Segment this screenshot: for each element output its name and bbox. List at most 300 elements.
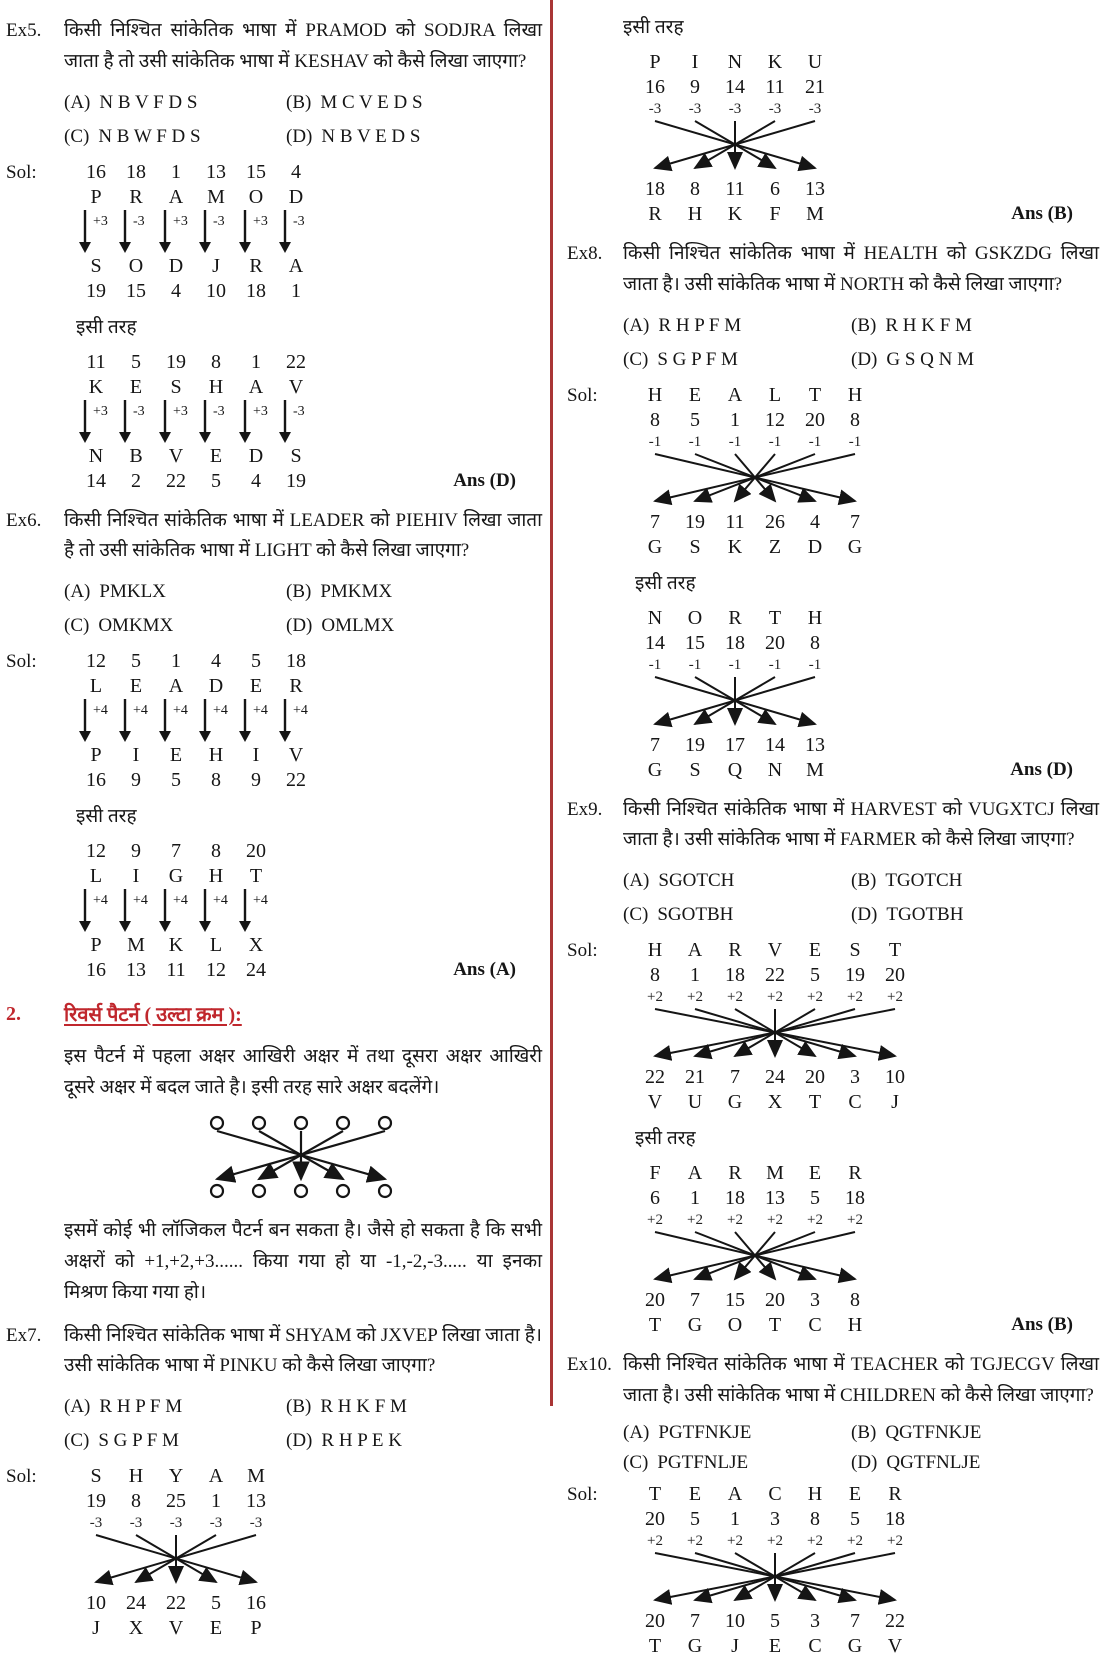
code-column [236, 839, 276, 983]
option-text: S G P F M [98, 1430, 179, 1452]
code-cell: 18 [725, 1187, 745, 1210]
down-arrow-icon [116, 400, 156, 444]
code-cell: T [808, 1091, 822, 1114]
shift-arrow [196, 889, 236, 933]
code-cell: S [689, 535, 701, 558]
code-cell: +2 [767, 989, 783, 1006]
code-letter: A [288, 254, 304, 277]
option-c [623, 904, 851, 926]
code-row [635, 202, 835, 227]
letter-number: 12 [86, 840, 106, 863]
letter-number: 5 [171, 769, 181, 792]
code-letter: R [249, 254, 263, 277]
code-letter: L [89, 675, 103, 698]
code-cell: N [767, 758, 783, 781]
letter-number: 24 [246, 959, 266, 982]
code-row [635, 1313, 875, 1338]
code-cell: X [767, 1091, 783, 1114]
code-cell: 25 [166, 1490, 186, 1513]
code-cell: 5 [850, 1507, 860, 1530]
code-cell: 22 [166, 1592, 186, 1615]
code-row [635, 1288, 875, 1313]
code-cell: 1 [690, 964, 700, 987]
option-label: (B) [851, 1421, 877, 1443]
question-label: Ex10. [567, 1354, 612, 1376]
letter-number: 15 [246, 160, 266, 183]
code-cell: C [768, 1482, 782, 1505]
code-row [635, 1186, 875, 1211]
code-cell: E [768, 1634, 782, 1657]
code-cell: R [888, 1482, 902, 1505]
down-arrow-icon [276, 210, 316, 254]
code-column [236, 160, 276, 304]
option-label: (C) [64, 1430, 90, 1452]
code-cell: G [687, 1314, 703, 1337]
down-arrow-icon [116, 699, 156, 743]
svg-text:-3: -3 [293, 403, 305, 419]
code-cell: N [727, 51, 743, 73]
diagram-answer-row [64, 837, 542, 983]
shift-arrow [156, 400, 196, 444]
reverse-pattern-icon [196, 1113, 406, 1201]
sol-body [64, 647, 542, 983]
code-cell: 22 [885, 1609, 905, 1632]
code-cell: 18 [725, 631, 745, 654]
code-cell: M [806, 203, 824, 225]
code-letter: A [248, 375, 264, 398]
svg-text:+4: +4 [133, 703, 148, 719]
code-column [236, 350, 276, 494]
code-cell: 7 [850, 510, 860, 533]
same-way-text: इसी तरह [76, 806, 137, 828]
code-cell: 7 [690, 1609, 700, 1632]
letter-number: 8 [211, 350, 221, 373]
code-cell: -1 [728, 433, 742, 450]
code-cell: -3 [169, 1515, 183, 1532]
code-cell: +2 [847, 1532, 863, 1549]
example-ex10 [567, 1350, 1099, 1659]
code-letter: A [168, 675, 184, 698]
code-cell: U [687, 1091, 703, 1114]
code-cell: N [647, 606, 663, 629]
option-label: (A) [623, 1421, 650, 1443]
reverse-pattern-diagram [196, 1113, 542, 1206]
code-cell: +2 [807, 989, 823, 1006]
code-cell: 13 [765, 1187, 785, 1210]
shift-arrow [236, 400, 276, 444]
code-cell: 8 [810, 1507, 820, 1530]
code-column [116, 350, 156, 494]
code-cell: Y [168, 1465, 184, 1488]
code-cell: A [687, 939, 703, 962]
code-cell: 8 [850, 1289, 860, 1312]
code-cell: -3 [648, 101, 662, 117]
letter-number: 5 [131, 650, 141, 673]
code-cell: T [768, 606, 782, 629]
code-row [635, 758, 835, 783]
code-column [276, 160, 316, 304]
code-cell: H [647, 383, 663, 406]
svg-text:+4: +4 [93, 703, 108, 719]
option-text: OMLMX [321, 615, 395, 637]
code-letter: S [170, 375, 182, 398]
code-cell: 8 [131, 1490, 141, 1513]
code-cell: E [808, 939, 822, 962]
code-letter: K [88, 375, 104, 398]
sol-label: Sol: [567, 384, 598, 406]
letter-number: 4 [171, 279, 181, 302]
code-cell: -1 [808, 433, 822, 450]
option-text: QGTFNLJE [886, 1451, 981, 1473]
code-row [635, 433, 875, 451]
code-letter: O [248, 185, 264, 208]
shift-arrow [116, 210, 156, 254]
code-column [156, 839, 196, 983]
option-label: (C) [64, 125, 90, 147]
code-row [635, 938, 915, 963]
down-arrow-icon [236, 699, 276, 743]
letter-number: 9 [251, 769, 261, 792]
section-paragraph-1: इस पैटर्न में पहला अक्षर आखिरी अक्षर में तथा दूसरा अक्षर आखिरी दूसरे अक्षर में बदल जाते है। इसी तरह सारे अक्षर बदलेंगे। [64, 1045, 542, 1098]
code-cell: +2 [767, 1532, 783, 1549]
code-column [116, 649, 156, 793]
code-cell: 1 [690, 1187, 700, 1210]
code-diagram-leader [76, 649, 542, 793]
code-cell: +2 [847, 1212, 863, 1229]
option-label: (C) [623, 904, 649, 926]
code-cell: S [90, 1465, 102, 1488]
shift-arrow [116, 889, 156, 933]
code-cell: T [648, 1314, 662, 1337]
option-c [623, 1452, 851, 1474]
code-letter: R [289, 675, 303, 698]
letter-number: 4 [211, 650, 221, 673]
svg-text:+4: +4 [293, 703, 308, 719]
option-a [64, 581, 286, 603]
code-cell: 15 [685, 631, 705, 654]
svg-text:+3: +3 [253, 403, 268, 419]
option-label: (D) [286, 1430, 313, 1452]
code-cell: +2 [727, 1212, 743, 1229]
question-text: किसी निश्चित सांकेतिक भाषा में LEADER को PIEHIV लिखा जाता है तो उसी सांकेतिक भाषा में LIGHT को कैसे लिखा जाएगा? [64, 509, 542, 562]
section-title: रिवर्स पैटर्न ( उल्टा क्रम ): [64, 1004, 242, 1027]
code-cell: 20 [645, 1609, 665, 1632]
down-arrow-icon [76, 889, 116, 933]
example-ex5 [6, 16, 542, 494]
code-cell: +2 [807, 1212, 823, 1229]
code-row [635, 1532, 915, 1550]
letter-number: 13 [126, 959, 146, 982]
cross-diagram-shyam [76, 1464, 276, 1641]
code-row [635, 963, 915, 988]
code-cell: Z [768, 535, 782, 558]
code-column [76, 350, 116, 494]
code-letter: B [129, 444, 143, 467]
sol-body [623, 48, 1099, 227]
reverse-pattern-diagram-wrap [196, 1113, 542, 1206]
code-row [76, 1464, 276, 1489]
svg-text:+4: +4 [213, 893, 228, 909]
options-ex8 [623, 315, 1099, 371]
option-label: (C) [623, 1451, 649, 1473]
code-cell: C [808, 1314, 822, 1337]
code-cell: +2 [687, 1532, 703, 1549]
code-cell: V [887, 1634, 903, 1657]
code-cell: R [728, 1162, 742, 1185]
option-label: (D) [286, 125, 313, 147]
down-arrow-icon [76, 210, 116, 254]
option-text: R H P F M [658, 314, 742, 336]
code-row [635, 1065, 915, 1090]
code-cell: 14 [765, 733, 785, 756]
code-cell: 7 [730, 1066, 740, 1089]
code-cell: +2 [647, 989, 663, 1006]
down-arrow-icon [76, 400, 116, 444]
code-cell: 20 [645, 1507, 665, 1530]
option-text: N B V E D S [321, 125, 421, 147]
option-a [623, 870, 851, 892]
code-row [635, 1482, 915, 1507]
shift-arrow [116, 699, 156, 743]
example-ex7-continuation [567, 13, 1099, 227]
crossing-arrows-icon [635, 452, 875, 510]
code-letter: H [208, 865, 224, 888]
code-cell: E [688, 383, 702, 406]
code-letter: G [168, 865, 184, 888]
code-cell: 17 [725, 733, 745, 756]
code-cell: 14 [645, 631, 665, 654]
code-row [635, 1161, 875, 1186]
option-text: QGTFNKJE [885, 1421, 982, 1443]
down-arrow-icon [276, 699, 316, 743]
option-label: (A) [623, 870, 650, 892]
code-cell: 3 [810, 1609, 820, 1632]
code-cell: 5 [770, 1609, 780, 1632]
code-letter: P [90, 934, 102, 957]
down-arrow-icon [116, 210, 156, 254]
code-cell: G [727, 1091, 743, 1114]
shift-arrow [156, 889, 196, 933]
shift-arrow [116, 400, 156, 444]
code-cell: 13 [246, 1490, 266, 1513]
code-row [635, 1211, 875, 1229]
code-cell: J [92, 1617, 100, 1640]
same-way-text: इसी तरह [635, 572, 696, 594]
code-cell: -3 [728, 101, 742, 117]
option-a [64, 1396, 286, 1418]
svg-text:+3: +3 [93, 403, 108, 419]
question-text: किसी निश्चित सांकेतिक भाषा में PRAMOD को SODJRA लिखा जाता है तो उसी सांकेतिक भाषा में KESHAV को कैसे लिखा जाएगा? [64, 20, 542, 72]
code-cell: K [767, 51, 783, 73]
down-arrow-icon [196, 889, 236, 933]
cross-diagram-farmer [635, 1161, 875, 1338]
sol-body [623, 1480, 1099, 1659]
code-cell: 11 [765, 76, 785, 98]
option-text: G S Q N M [886, 348, 975, 370]
code-cell: F [769, 203, 781, 225]
code-row [635, 733, 835, 758]
code-letter: D [288, 185, 304, 208]
options-ex5 [64, 92, 542, 148]
sol-body [64, 1462, 542, 1641]
question-ex8 [567, 239, 1099, 301]
letter-number: 16 [86, 959, 106, 982]
same-way-text: इसी तरह [76, 316, 137, 338]
shift-arrow [276, 400, 316, 444]
sol-body [64, 158, 542, 494]
code-cell: 5 [211, 1592, 221, 1615]
letter-number: 13 [206, 160, 226, 183]
code-column [196, 350, 236, 494]
question-ex7 [6, 1321, 542, 1383]
code-cell: 5 [690, 408, 700, 431]
code-column [76, 649, 116, 793]
code-row [635, 535, 875, 560]
code-column [276, 350, 316, 494]
down-arrow-icon [276, 400, 316, 444]
option-text: R H P F M [99, 1396, 183, 1418]
letter-number: 20 [246, 840, 266, 863]
sol-label: Sol: [6, 651, 37, 673]
code-column [236, 649, 276, 793]
cross-diagram-north [635, 606, 835, 783]
code-row [635, 988, 915, 1006]
answer-text: Ans (B) [1011, 1314, 1073, 1336]
question-ex10 [567, 1350, 1099, 1412]
code-cell: 8 [650, 964, 660, 987]
code-cell: 10 [86, 1592, 106, 1615]
code-row [635, 1090, 915, 1115]
code-row [635, 408, 875, 433]
same-way-text: इसी तरह [635, 1128, 696, 1150]
code-row [635, 50, 835, 75]
code-row [76, 1489, 276, 1514]
option-text: PMKLX [99, 581, 166, 603]
code-cell: 16 [645, 76, 665, 98]
code-letter: J [212, 254, 220, 277]
svg-text:+4: +4 [173, 893, 188, 909]
code-column [116, 160, 156, 304]
crossing-arrows-icon [635, 1551, 915, 1609]
code-cell: +2 [647, 1212, 663, 1229]
code-cell: J [731, 1634, 739, 1657]
code-cell: -3 [249, 1515, 263, 1532]
option-d [851, 904, 1099, 926]
shift-arrow [236, 889, 276, 933]
letter-number: 19 [86, 279, 106, 302]
section-reverse-pattern [6, 999, 542, 1309]
code-cell: 9 [690, 76, 700, 98]
code-cell: 7 [650, 733, 660, 756]
option-text: R H K F M [885, 314, 972, 336]
letter-number: 8 [211, 840, 221, 863]
question-label: Ex6. [6, 509, 42, 531]
same-way-text: इसी तरह [623, 17, 684, 38]
code-cell: R [728, 939, 742, 962]
code-row [635, 1634, 915, 1659]
code-cell: 1 [730, 1507, 740, 1530]
code-cell: T [888, 939, 902, 962]
letter-number: 15 [126, 279, 146, 302]
code-cell: 19 [845, 964, 865, 987]
letter-number: 12 [86, 650, 106, 673]
code-cell: G [647, 758, 663, 781]
solution-ex9 [567, 936, 1099, 1338]
code-letter: I [252, 744, 260, 767]
code-column [76, 160, 116, 304]
question-text: किसी निश्चित सांकेतिक भाषा में TEACHER को TGJECGV लिखा जाता है। उसी सांकेतिक भाषा में CHILDREN को कैसे लिखा जाएगा? [623, 1354, 1099, 1406]
option-text: TGOTBH [886, 904, 964, 926]
svg-text:-3: -3 [293, 213, 305, 229]
code-cell: T [808, 383, 822, 406]
option-a [623, 315, 851, 337]
down-arrow-icon [236, 889, 276, 933]
option-d [851, 1452, 1099, 1474]
letter-number: 2 [131, 469, 141, 492]
letter-number: 16 [86, 769, 106, 792]
code-cell: D [807, 535, 823, 558]
code-cell: L [768, 383, 782, 406]
option-b [851, 870, 1099, 892]
option-label: (A) [623, 314, 650, 336]
svg-text:+3: +3 [253, 213, 268, 229]
answer-text: Ans (B) [1011, 203, 1073, 224]
code-cell: M [806, 758, 824, 781]
code-cell: 20 [885, 964, 905, 987]
code-letter: N [88, 444, 104, 467]
code-cell: -1 [648, 433, 662, 450]
svg-text:+4: +4 [93, 893, 108, 909]
code-cell: E [688, 1482, 702, 1505]
code-cell: G [847, 535, 863, 558]
code-row [635, 631, 835, 656]
code-cell: 8 [690, 178, 700, 200]
code-cell: M [247, 1465, 265, 1488]
option-text: PGTFNKJE [658, 1421, 752, 1443]
question-label: Ex5. [6, 20, 42, 41]
down-arrow-icon [156, 400, 196, 444]
code-cell: 21 [805, 76, 825, 98]
shift-arrow [76, 889, 116, 933]
option-c [623, 349, 851, 371]
code-cell: 10 [725, 1609, 745, 1632]
code-cell: 7 [650, 510, 660, 533]
cross-diagram-teacher [635, 1482, 915, 1659]
code-column [156, 649, 196, 793]
code-letter: K [168, 934, 184, 957]
sol-label: Sol: [567, 1483, 598, 1505]
code-cell: M [766, 1162, 784, 1185]
code-cell: K [727, 203, 743, 225]
option-text: S G P F M [657, 348, 738, 370]
code-row [635, 1507, 915, 1532]
code-column [276, 649, 316, 793]
code-letter: S [290, 444, 302, 467]
option-a [623, 1422, 851, 1444]
section-heading [6, 999, 542, 1032]
code-row [635, 383, 875, 408]
code-cell: R [848, 1162, 862, 1185]
code-cell: 5 [810, 964, 820, 987]
code-diagram-light [76, 839, 276, 983]
option-label: (A) [64, 581, 91, 603]
code-cell: X [128, 1617, 144, 1640]
code-cell: -1 [688, 656, 702, 673]
code-cell: 5 [690, 1507, 700, 1530]
code-row [635, 177, 835, 202]
letter-number: 14 [86, 469, 106, 492]
code-row [635, 510, 875, 535]
